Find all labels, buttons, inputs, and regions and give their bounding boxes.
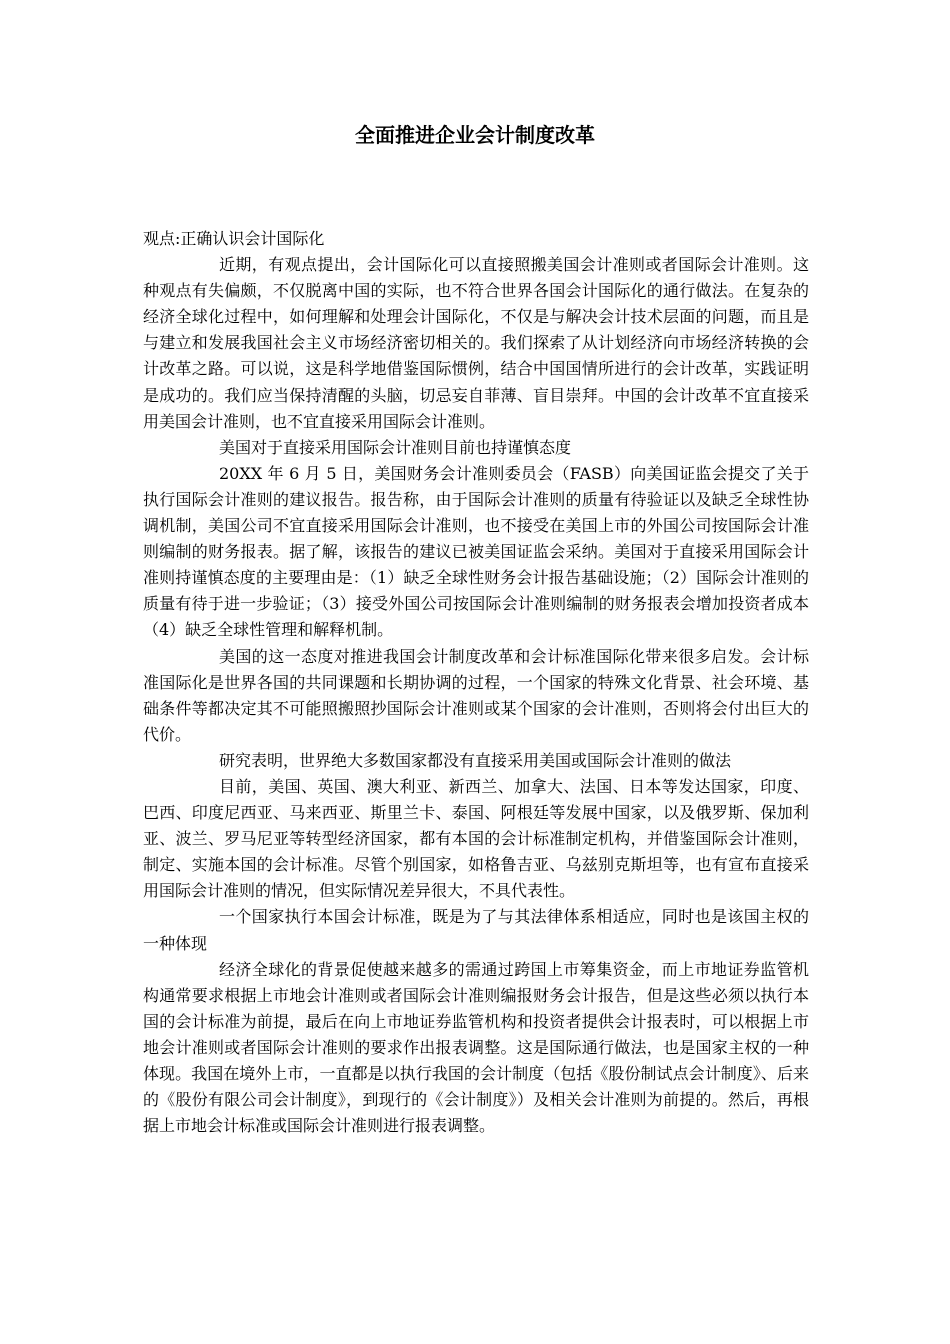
paragraph: 美国对于直接采用国际会计准则目前也持谨慎态度 — [219, 437, 572, 457]
paragraph: 研究表明，世界绝大多数国家都没有直接采用美国或国际会计准则的做法 — [219, 750, 732, 770]
paragraph: 美国的这一态度对推进我国会计制度改革和会计标准国际化带来很多启发。会计标准国际化是世界各国的共同课题和长期协调的过程，一个国家的特殊文化背景、社会环境、基础条件等都决定其不可能照搬照抄国际会计准则或某个国家的会计准则，否则将会付出巨大的代价。 — [143, 646, 809, 744]
document-body — [143, 226, 809, 1139]
paragraph: 20XX 年 6 月 5 日，美国财务会计准则委员会（FASB）向美国证监会提交了关于执行国际会计准则的建议报告。报告称，由于国际会计准则的质量有待验证以及缺乏全球性协调机制，美国公司不宜直接采用国际会计准则，也不接受在美国上市的外国公司按国际会计准则编制的财务报表。据了解，该报告的建议已被美国证监会采纳。美国对于直接采用国际会计准则持谨慎态度的主要理由是：（1）缺乏全球性财务会计报告基础设施；（2）国际会计准则的质量有待于进一步验证；（3）接受外国公司按国际会计准则编制的财务报表会增加投资者成本（4）缺乏全球性管理和解释机制。 — [143, 463, 809, 640]
document-title: 全面推进企业会计制度改革 — [355, 123, 595, 147]
paragraph: 近期，有观点提出，会计国际化可以直接照搬美国会计准则或者国际会计准则。这种观点有失偏颇，不仅脱离中国的实际，也不符合世界各国会计国际化的通行做法。在复杂的经济全球化过程中，如何理解和处理会计国际化，不仅是与解决会计技术层面的问题，而且是与建立和发展我国社会主义市场经济密切相关的。我们探索了从计划经济向市场经济转换的会计改革之路。可以说，这是科学地借鉴国际惯例，结合中国国情所进行的会计改革，实践证明是成功的。我们应当保持清醒的头脑，切忌妄自菲薄、盲目崇拜。中国的会计改革不宜直接采用美国会计准则，也不宜直接采用国际会计准则。 — [143, 255, 809, 431]
paragraph: 目前，美国、英国、澳大利亚、新西兰、加拿大、法国、日本等发达国家，印度、巴西、印度尼西亚、马来西亚、斯里兰卡、泰国、阿根廷等发展中国家，以及俄罗斯、保加利亚、波兰、罗马尼亚等转型经济国家，都有本国的会计标准制定机构，并借鉴国际会计准则，制定、实施本国的会计标准。尽管个别国家，如格鲁吉亚、乌兹别克斯坦等，也有宣布直接采用国际会计准则的情况，但实际情况差异很大，不具代表性。 — [143, 776, 809, 901]
paragraph: 经济全球化的背景促使越来越多的需通过跨国上市筹集资金，而上市地证券监管机构通常要求根据上市地会计准则或者国际会计准则编报财务会计报告，但是这些必须以执行本国的会计标准为前提，最后在向上市地证券监管机构和投资者提供会计报表时，可以根据上市地会计准则或者国际会计准则的要求作出报表调整。这是国际通行做法，也是国家主权的一种体现。我国在境外上市，一直都是以执行我国的会计制度（包括《股份制试点会计制度》、后来的《股份有限公司会计制度》，到现行的《会计制度》）及相关会计准则为前提的。然后，再根据上市地会计标准或国际会计准则进行报表调整。 — [143, 959, 809, 1136]
paragraph: 一个国家执行本国会计标准，既是为了与其法律体系相适应，同时也是该国主权的一种体现 — [143, 907, 809, 953]
paragraph: 观点:正确认识会计国际化 — [143, 229, 325, 248]
